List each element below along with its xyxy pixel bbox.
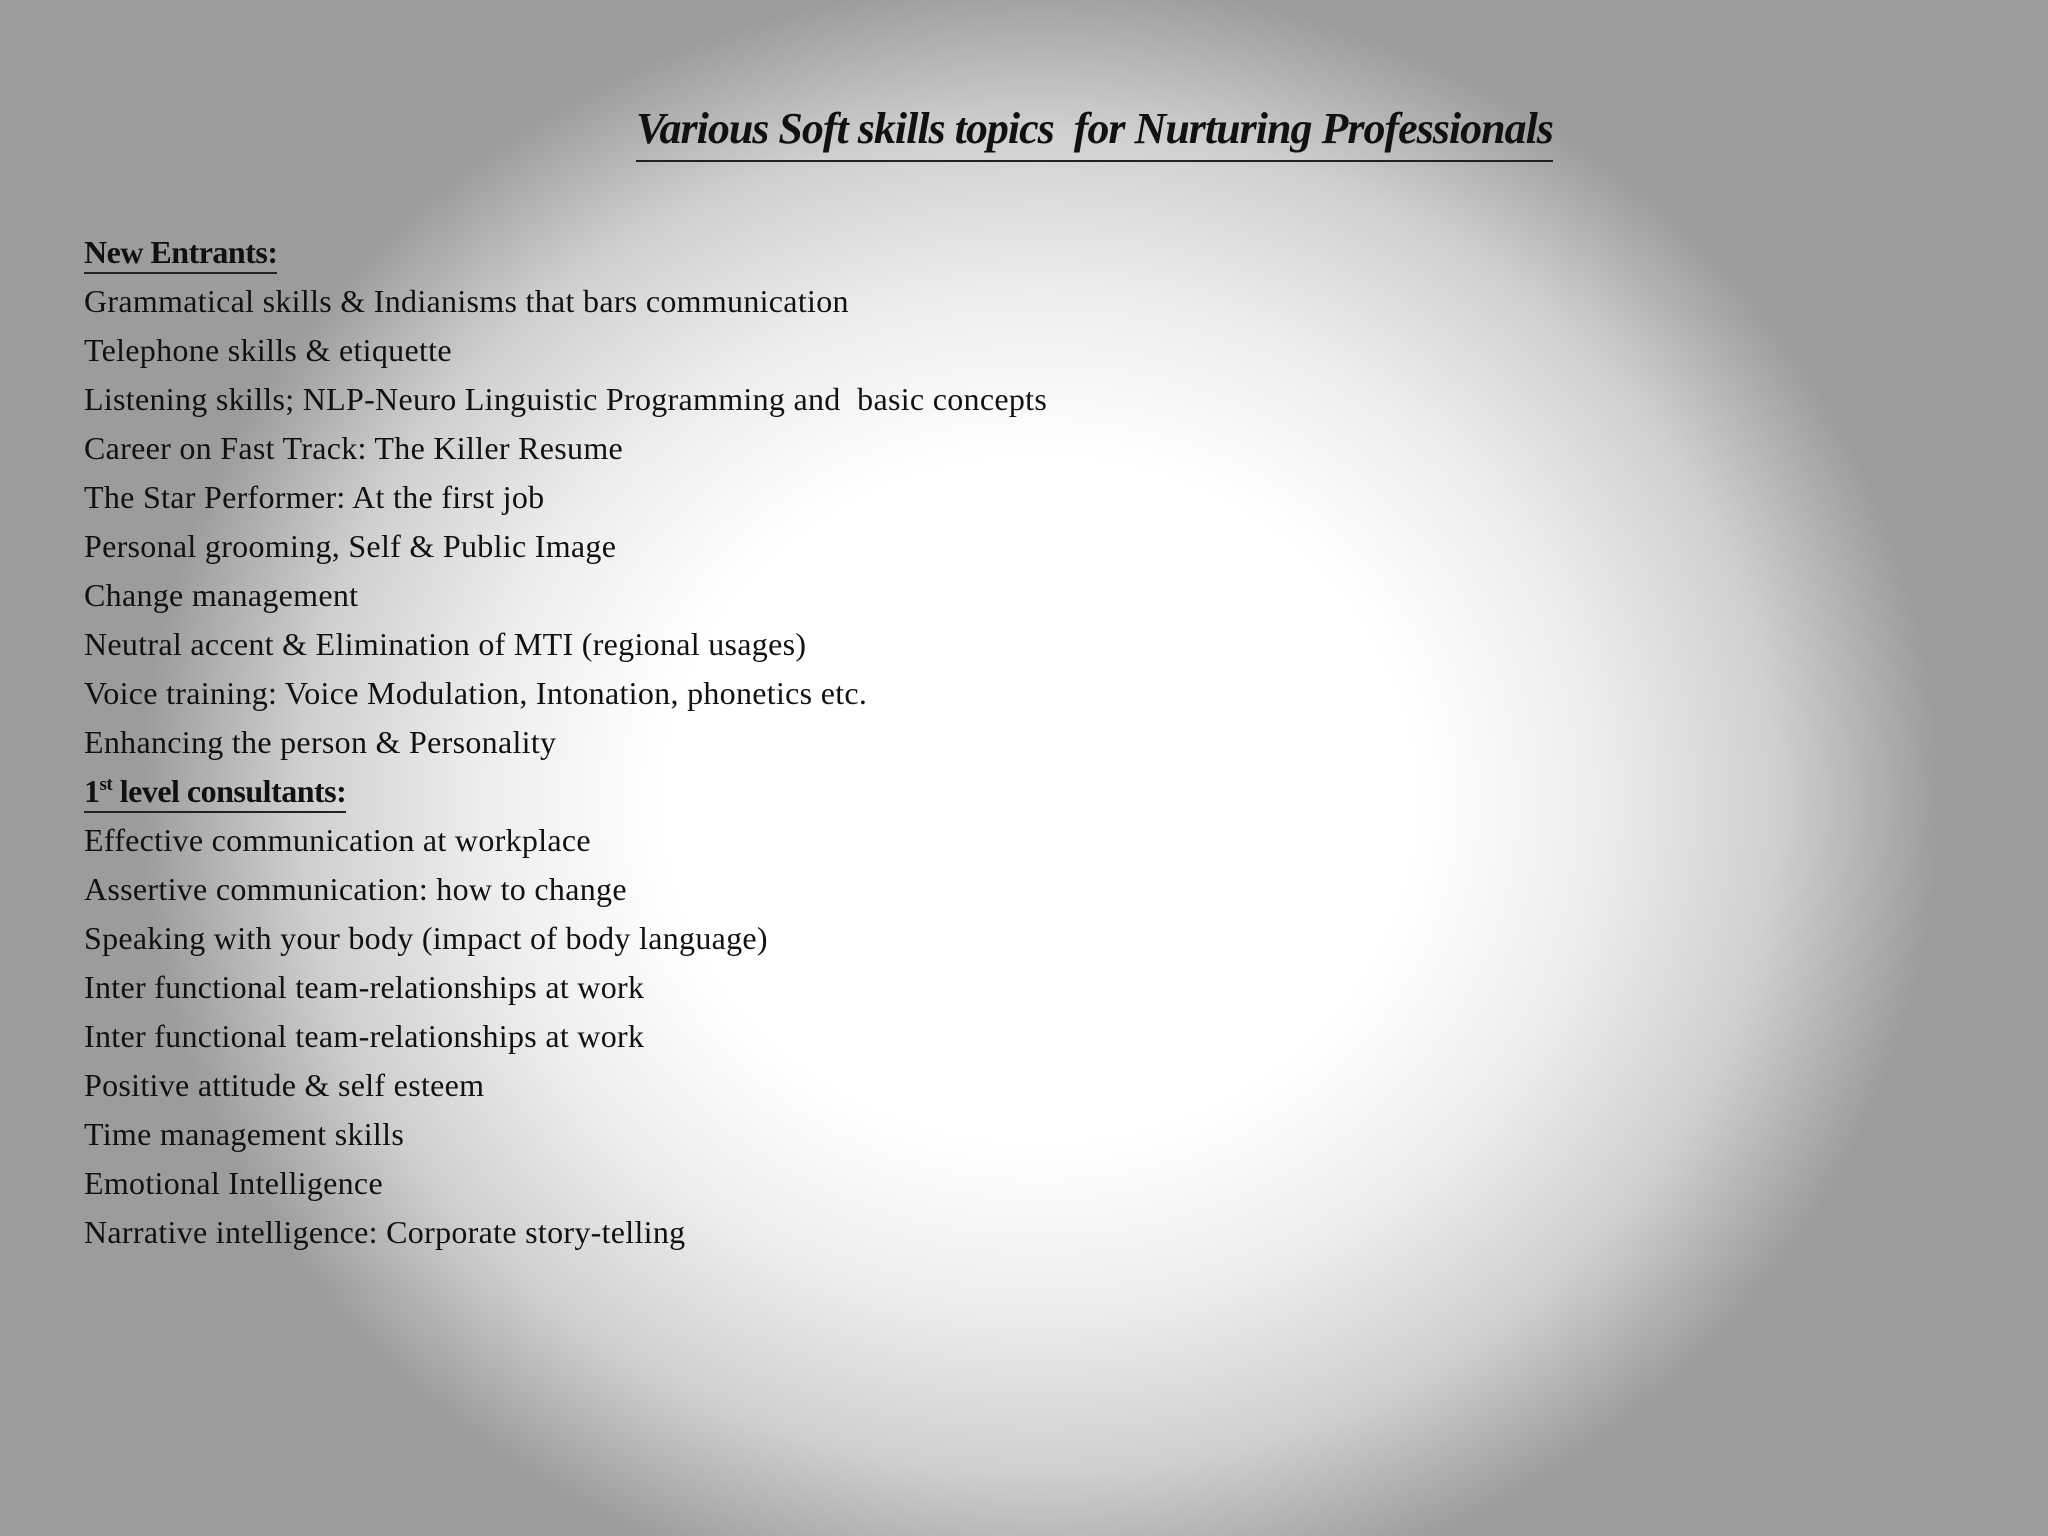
list-item: Voice training: Voice Modulation, Intonation, phonetics etc.	[84, 675, 868, 711]
list-item: Inter functional team-relationships at work	[84, 969, 645, 1005]
new-entrants-topic-list	[84, 277, 1047, 767]
list-item: Change management	[84, 577, 359, 613]
section-heading-new-entrants-text: New Entrants:	[84, 232, 277, 274]
list-item: Emotional Intelligence	[84, 1165, 383, 1201]
section-heading-first-level-consultants-text	[84, 771, 346, 813]
list-item: Narrative intelligence: Corporate story-telling	[84, 1214, 686, 1250]
heading-rest: level consultants:	[112, 773, 347, 809]
list-item: Listening skills; NLP-Neuro Linguistic Programming and basic concepts	[84, 381, 1048, 417]
section-heading-new-entrants	[84, 228, 1047, 277]
list-item: Speaking with your body (impact of body language)	[84, 920, 768, 956]
list-item: Personal grooming, Self & Public Image	[84, 528, 617, 564]
list-item: Effective communication at workplace	[84, 822, 591, 858]
section-heading-first-level-consultants	[84, 767, 1047, 816]
list-item: Assertive communication: how to change	[84, 871, 627, 907]
slide-body	[84, 228, 1047, 1257]
slide-title: Various Soft skills topics for Nurturing Professionals	[636, 98, 1553, 162]
list-item: Telephone skills & etiquette	[84, 332, 452, 368]
list-item: Career on Fast Track: The Killer Resume	[84, 430, 624, 466]
list-item: Neutral accent & Elimination of MTI (regional usages)	[84, 626, 807, 662]
list-item: Time management skills	[84, 1116, 405, 1152]
heading-superscript: st	[99, 774, 113, 795]
list-item: Positive attitude & self esteem	[84, 1067, 485, 1103]
consultants-topic-list	[84, 816, 1047, 1257]
list-item: Inter functional team-relationships at work	[84, 1018, 645, 1054]
heading-number: 1	[84, 773, 100, 809]
list-item: Enhancing the person & Personality	[84, 724, 557, 760]
list-item: Grammatical skills & Indianisms that bars communication	[84, 283, 849, 319]
list-item: The Star Performer: At the first job	[84, 479, 545, 515]
